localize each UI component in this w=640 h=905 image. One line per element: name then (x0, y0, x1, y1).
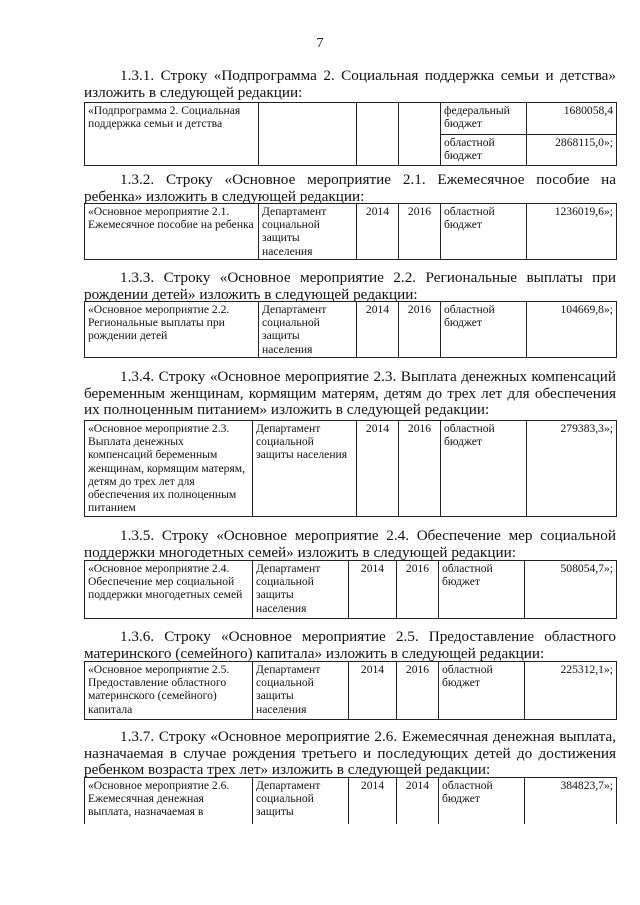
cell-amount: 104669,8»; (527, 302, 617, 358)
table-row-activity-2-2 (84, 301, 617, 358)
cell-budget: областной бюджет (439, 561, 525, 619)
table-row-activity-2-6 (84, 777, 617, 824)
cell-year-end: 2016 (399, 204, 441, 260)
cell-department: Департамент социальной защиты населения (253, 421, 357, 517)
cell-name: «Основное мероприятие 2.3. Выплата денежных компенсаций беременным женщинам, кормящим матерям, детям до трех лет для обеспечения их полноценным питанием (85, 421, 253, 517)
section-heading-1-3-6: 1.3.6. Строку «Основное мероприятие 2.5. Предоставление областного материнского (семейного) капитала» изложить в следующей редакции: (84, 628, 616, 662)
section-heading-1-3-7: 1.3.7. Строку «Основное мероприятие 2.6. Ежемесячная денежная выплата, назначаемая в случае рождения третьего и последующих детей до достижения ребенком возраста трех лет» изложить в следующей редакции: (84, 728, 616, 778)
cell-amount: 384823,7»; (525, 778, 617, 824)
table-row-activity-2-1 (84, 203, 617, 260)
cell-year-start: 2014 (357, 204, 399, 260)
cell-year-start: 2014 (349, 561, 397, 619)
page-number: 7 (316, 36, 324, 51)
cell-amount: 225312,1»; (525, 662, 617, 720)
cell-year-end: 2016 (397, 662, 439, 720)
cell-budget: областной бюджет (441, 204, 527, 260)
table-row-activity-2-3 (84, 420, 617, 517)
cell-year-start (357, 103, 399, 166)
cell-department: Департамент социальной защиты (253, 778, 349, 824)
cell-year-start: 2014 (357, 302, 399, 358)
cell-year-end: 2014 (397, 778, 439, 824)
cell-budget-regional: областной бюджет (441, 135, 527, 166)
cell-year-start: 2014 (349, 778, 397, 824)
cell-amount: 1236019,6»; (527, 204, 617, 260)
section-heading-1-3-5: 1.3.5. Строку «Основное мероприятие 2.4. Обеспечение мер социальной поддержки многодетных семей» изложить в следующей редакции: (84, 527, 616, 561)
cell-year-end: 2016 (397, 561, 439, 619)
table-row-activity-2-5 (84, 661, 617, 720)
table-row-activity-2-4 (84, 560, 617, 619)
section-heading-1-3-1: 1.3.1. Строку «Подпрограмма 2. Социальная поддержка семьи и детства» изложить в следующей редакции: (84, 67, 616, 101)
cell-amount: 508054,7»; (525, 561, 617, 619)
cell-name: «Основное мероприятие 2.2. Региональные выплаты при рождении детей (85, 302, 259, 358)
cell-budget: областной бюджет (439, 662, 525, 720)
cell-name: «Подпрограмма 2. Социальная поддержка семьи и детства (85, 103, 259, 166)
cell-year-end: 2016 (399, 302, 441, 358)
table-row-subprogram-2 (84, 102, 617, 166)
cell-name: «Основное мероприятие 2.6. Ежемесячная денежная выплата, назначаемая в (85, 778, 253, 824)
cell-department (259, 103, 357, 166)
cell-year-start: 2014 (357, 421, 399, 517)
cell-name: «Основное мероприятие 2.4. Обеспечение мер социальной поддержки многодетных семей (85, 561, 253, 619)
cell-amount-federal: 1680058,4 (527, 103, 617, 135)
cell-budget: областной бюджет (441, 421, 527, 517)
cell-department: Департамент социальной защиты населения (259, 204, 357, 260)
section-heading-1-3-3: 1.3.3. Строку «Основное мероприятие 2.2. Региональные выплаты при рождении детей» изложить в следующей редакции: (84, 269, 616, 303)
cell-budget: областной бюджет (439, 778, 525, 824)
cell-year-start: 2014 (349, 662, 397, 720)
cell-department: Департамент социальной защиты населения (253, 561, 349, 619)
cell-name: «Основное мероприятие 2.1. Ежемесячное пособие на ребенка (85, 204, 259, 260)
cell-department: Департамент социальной защиты населения (253, 662, 349, 720)
cell-name: «Основное мероприятие 2.5. Предоставление областного материнского (семейного) капитала (85, 662, 253, 720)
cell-department: Департамент социальной защиты населения (259, 302, 357, 358)
cell-year-end (399, 103, 441, 166)
cell-year-end: 2016 (399, 421, 441, 517)
cell-amount-regional: 2868115,0»; (527, 135, 617, 166)
section-heading-1-3-4: 1.3.4. Строку «Основное мероприятие 2.3. Выплата денежных компенсаций беременным женщинам, кормящим матерям, детям до трех лет для обеспечения их полноценным питанием» изложить в следующей редакции: (84, 368, 616, 418)
cell-amount: 279383,3»; (527, 421, 617, 517)
section-heading-1-3-2: 1.3.2. Строку «Основное мероприятие 2.1. Ежемесячное пособие на ребенка» изложить в следующей редакции: (84, 171, 616, 205)
cell-budget-federal: федеральный бюджет (441, 103, 527, 135)
cell-budget: областной бюджет (441, 302, 527, 358)
